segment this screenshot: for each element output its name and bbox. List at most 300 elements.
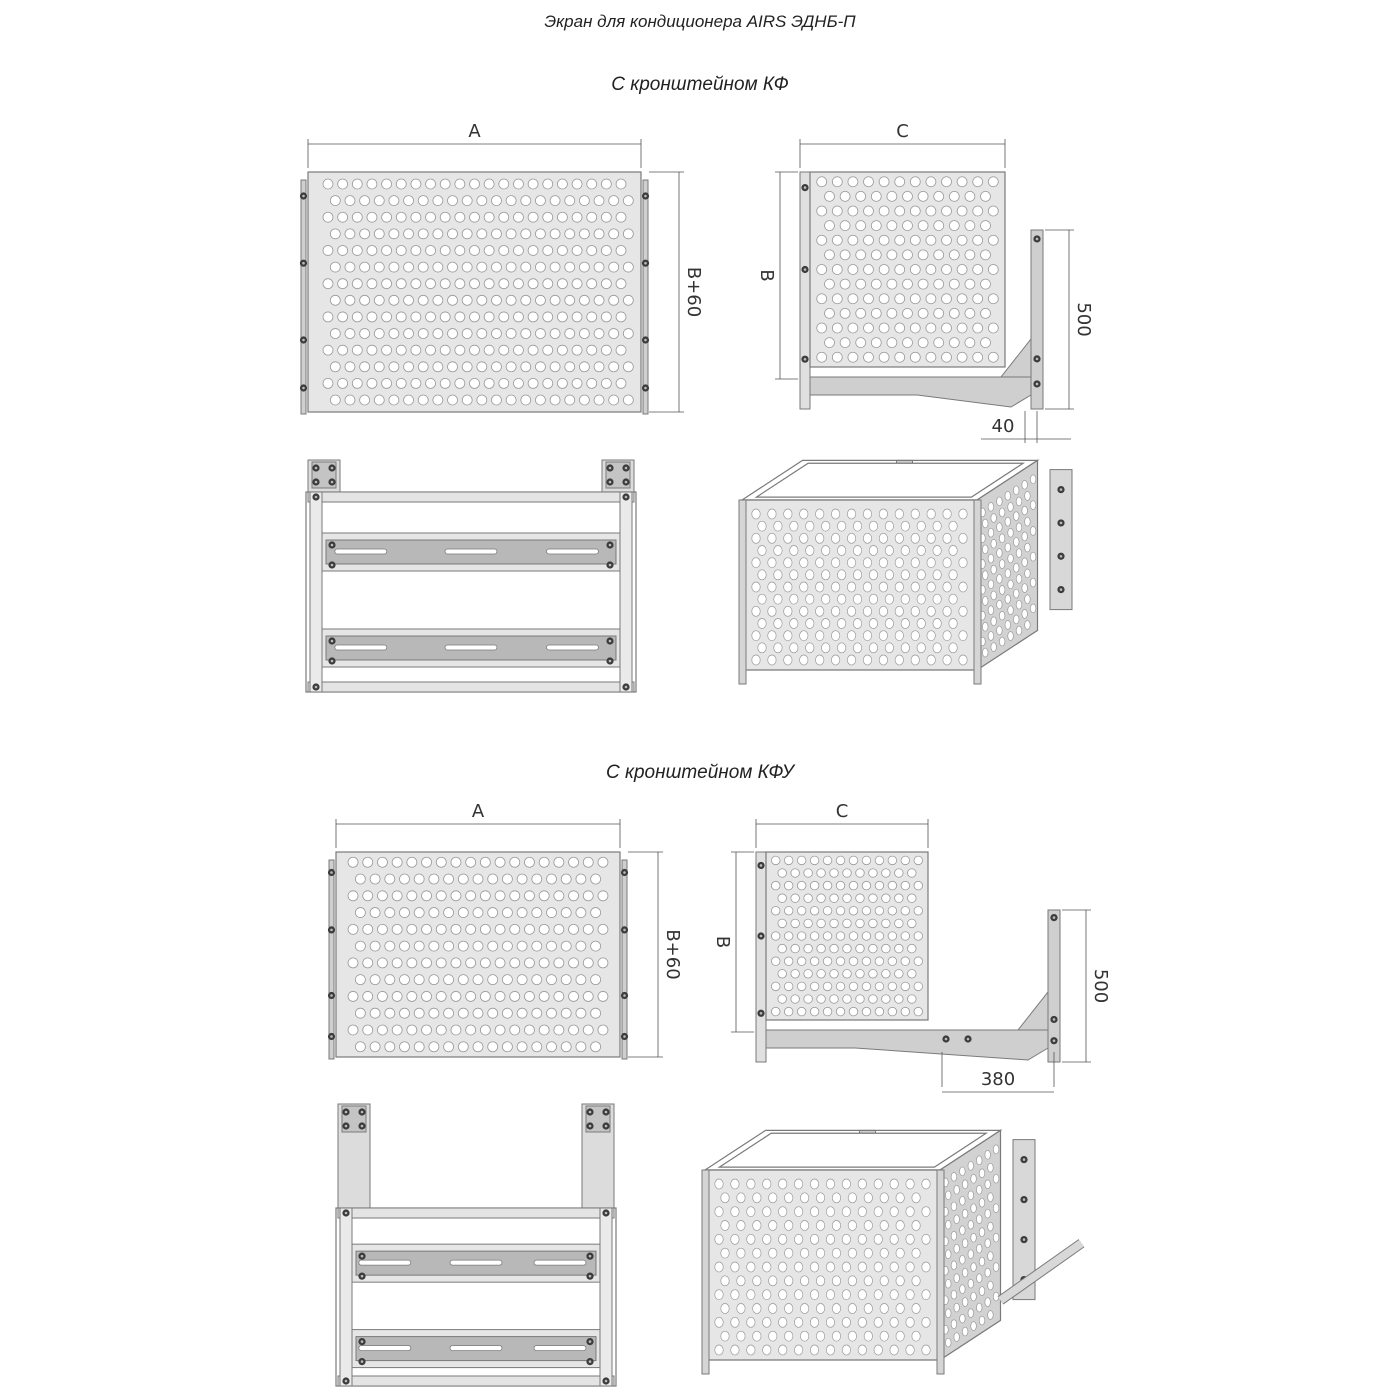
rail-slot	[359, 1260, 411, 1265]
side-view-kfu	[712, 801, 1111, 1092]
bolt-center	[1023, 1238, 1026, 1241]
perforation-hole	[864, 294, 874, 304]
frame-top-bar	[308, 492, 634, 502]
perforation-hole	[848, 352, 858, 362]
perforation-hole	[532, 975, 542, 985]
bolt-center	[589, 1255, 592, 1258]
perforation-hole	[583, 857, 593, 867]
perforation-hole	[715, 1290, 723, 1300]
perforation-hole	[800, 509, 808, 519]
rail-slot	[335, 549, 387, 554]
perforation-hole	[569, 958, 579, 968]
dimension-c	[800, 121, 1005, 168]
perforation-hole	[411, 378, 421, 388]
page-title: Экран для кондиционера AIRS ЭДНБ-П	[544, 12, 856, 31]
perforation-hole	[407, 891, 417, 901]
perforation-hole	[330, 329, 340, 339]
perforation-hole	[831, 606, 839, 616]
perforation-hole	[429, 941, 439, 951]
perforation-hole	[323, 378, 333, 388]
perforation-hole	[370, 908, 380, 918]
perforation-hole	[510, 958, 520, 968]
perforation-hole	[926, 323, 936, 333]
perforation-hole	[422, 991, 432, 1001]
perforation-hole	[810, 957, 819, 966]
perforation-hole	[1016, 523, 1022, 532]
perforation-hole	[502, 941, 512, 951]
perforation-hole	[960, 1226, 966, 1235]
perforation-hole	[927, 606, 935, 616]
perforation-hole	[594, 262, 604, 272]
perforation-hole	[959, 582, 967, 592]
perforation-hole	[890, 1207, 898, 1217]
perforation-hole	[550, 362, 560, 372]
perforation-hole	[875, 982, 884, 991]
perforation-hole	[959, 631, 967, 641]
perforation-hole	[609, 295, 619, 305]
perforation-hole	[945, 1279, 951, 1288]
section-title-kf: С кронштейном КФ	[611, 74, 789, 95]
panel-plate	[308, 172, 641, 412]
perforation-hole	[418, 395, 428, 405]
perforation-hole	[543, 312, 553, 322]
dimension-a	[336, 801, 620, 848]
perforation-hole	[436, 991, 446, 1001]
perforation-hole	[1025, 621, 1031, 630]
rail-slot	[547, 549, 599, 554]
perforation-hole	[1008, 580, 1014, 589]
perforation-hole	[414, 941, 424, 951]
perforation-hole	[926, 265, 936, 275]
perforation-hole	[414, 874, 424, 884]
perforation-hole	[864, 177, 874, 187]
perforation-hole	[863, 631, 871, 641]
perforation-hole	[768, 533, 776, 543]
perforation-hole	[404, 295, 414, 305]
perforation-hole	[848, 265, 858, 275]
perforation-hole	[999, 560, 1005, 569]
perforation-hole	[473, 941, 483, 951]
perforation-hole	[382, 378, 392, 388]
perforation-hole	[856, 308, 866, 318]
perforation-hole	[879, 177, 889, 187]
perforation-hole	[784, 509, 792, 519]
perforation-hole	[455, 345, 465, 355]
perforation-hole	[360, 295, 370, 305]
perforation-hole	[429, 975, 439, 985]
perforation-hole	[784, 631, 792, 641]
perforation-hole	[999, 586, 1005, 595]
perforation-hole	[879, 533, 887, 543]
perforation-hole	[911, 631, 919, 641]
perforation-hole	[880, 1304, 888, 1314]
perforation-hole	[370, 874, 380, 884]
perforation-hole	[338, 378, 348, 388]
perforation-hole	[985, 1209, 991, 1218]
perforation-hole	[1030, 527, 1036, 536]
perforation-hole	[418, 196, 428, 206]
perforation-hole	[951, 1261, 957, 1270]
perforation-hole	[914, 1007, 923, 1016]
perforation-hole	[942, 177, 952, 187]
perforation-hole	[484, 245, 494, 255]
perforation-hole	[576, 941, 586, 951]
perforation-hole	[753, 1331, 761, 1341]
perforation-hole	[997, 523, 1003, 532]
perforation-hole	[922, 1317, 930, 1327]
perforation-hole	[784, 1007, 793, 1016]
perforation-hole	[934, 338, 944, 348]
mounting-rail	[352, 1244, 600, 1282]
perforation-hole	[513, 212, 523, 222]
perforation-hole	[864, 1276, 872, 1286]
perforation-hole	[554, 958, 564, 968]
perforation-hole	[370, 975, 380, 985]
side-view-kf	[756, 121, 1094, 443]
perforation-hole	[418, 362, 428, 372]
perforation-hole	[842, 1290, 850, 1300]
perforation-hole	[797, 1007, 806, 1016]
perforation-hole	[933, 570, 941, 580]
perforation-hole	[491, 262, 501, 272]
perforation-hole	[794, 1262, 802, 1272]
perforation-hole	[1016, 626, 1022, 635]
perforation-hole	[539, 924, 549, 934]
perforation-hole	[330, 395, 340, 405]
perforation-hole	[565, 329, 575, 339]
perforation-hole	[863, 558, 871, 568]
perforation-hole	[477, 329, 487, 339]
perforation-hole	[576, 908, 586, 918]
perforation-hole	[797, 982, 806, 991]
bolt-center	[589, 1111, 592, 1114]
right-post	[643, 180, 648, 414]
dimension-label: 380	[980, 1069, 1016, 1090]
perforation-hole	[959, 655, 967, 665]
perforation-hole	[869, 894, 878, 903]
perforation-hole	[906, 1317, 914, 1327]
perforation-hole	[513, 345, 523, 355]
perforation-hole	[869, 521, 877, 531]
perforation-hole	[323, 245, 333, 255]
perforation-hole	[528, 312, 538, 322]
perforation-hole	[433, 229, 443, 239]
perforation-hole	[848, 1193, 856, 1203]
perforation-hole	[374, 295, 384, 305]
perforation-hole	[832, 323, 842, 333]
perforation-hole	[392, 958, 402, 968]
perforation-hole	[874, 1207, 882, 1217]
perforation-hole	[466, 1025, 476, 1035]
perforation-hole	[1016, 574, 1022, 583]
perforation-hole	[918, 221, 928, 231]
perforation-hole	[879, 265, 889, 275]
perforation-hole	[422, 958, 432, 968]
perforation-hole	[778, 1234, 786, 1244]
perforation-hole	[926, 206, 936, 216]
frame-left-bar	[310, 492, 322, 692]
perforation-hole	[513, 179, 523, 189]
perforation-hole	[774, 570, 782, 580]
perforation-hole	[988, 554, 994, 563]
perforation-hole	[389, 262, 399, 272]
perforation-hole	[862, 932, 871, 941]
perforation-hole	[901, 546, 909, 556]
perforation-hole	[547, 941, 557, 951]
dimension-label: 500	[1073, 302, 1094, 337]
perforation-hole	[348, 958, 358, 968]
perforation-hole	[455, 378, 465, 388]
perforation-hole	[470, 312, 480, 322]
perforation-hole	[942, 206, 952, 216]
perforation-hole	[535, 196, 545, 206]
perforation-hole	[960, 1196, 966, 1205]
perforation-hole	[815, 655, 823, 665]
perforation-hole	[959, 558, 967, 568]
perforation-hole	[569, 857, 579, 867]
perforation-hole	[959, 509, 967, 519]
perforation-hole	[601, 312, 611, 322]
perforation-hole	[528, 378, 538, 388]
perforation-hole	[971, 1204, 977, 1213]
bolt-center	[330, 1035, 333, 1038]
perforation-hole	[962, 1180, 968, 1189]
perforation-hole	[758, 570, 766, 580]
perforation-hole	[806, 643, 814, 653]
perforation-hole	[458, 874, 468, 884]
perforation-hole	[455, 312, 465, 322]
bolt-center	[1060, 522, 1063, 525]
perforation-hole	[576, 1008, 586, 1018]
perforation-hole	[480, 891, 490, 901]
perforation-hole	[352, 378, 362, 388]
perforation-hole	[927, 558, 935, 568]
perforation-hole	[901, 594, 909, 604]
perforation-hole	[1008, 554, 1014, 563]
perforation-hole	[778, 995, 787, 1004]
bolt-center	[605, 1380, 608, 1383]
perforation-hole	[524, 958, 534, 968]
perforation-hole	[882, 995, 891, 1004]
perforation-hole	[901, 982, 910, 991]
perforation-hole	[826, 1207, 834, 1217]
perforation-hole	[882, 944, 891, 953]
perforation-hole	[715, 1207, 723, 1217]
perforation-hole	[949, 191, 959, 201]
perforation-hole	[784, 533, 792, 543]
perforation-hole	[462, 395, 472, 405]
perforation-hole	[429, 1008, 439, 1018]
perforation-hole	[800, 1276, 808, 1286]
perforation-hole	[784, 558, 792, 568]
perforation-hole	[933, 619, 941, 629]
perforation-hole	[499, 378, 509, 388]
perforation-hole	[988, 352, 998, 362]
perforation-hole	[962, 1209, 968, 1218]
perforation-hole	[737, 1331, 745, 1341]
perforation-hole	[345, 229, 355, 239]
bolt-center	[589, 1125, 592, 1128]
perforation-hole	[737, 1193, 745, 1203]
perforation-hole	[906, 1262, 914, 1272]
perforation-hole	[985, 1268, 991, 1277]
perforation-hole	[370, 1042, 380, 1052]
perforation-hole	[535, 295, 545, 305]
perforation-hole	[598, 991, 608, 1001]
perforation-hole	[594, 295, 604, 305]
perforation-hole	[882, 919, 891, 928]
perforation-hole	[462, 329, 472, 339]
perforation-hole	[731, 1179, 739, 1189]
perforation-hole	[849, 856, 858, 865]
perforation-hole	[771, 1007, 780, 1016]
perforation-hole	[879, 294, 889, 304]
perforation-hole	[451, 1025, 461, 1035]
bolt-center	[345, 1212, 348, 1215]
frame-bottom-bar	[338, 1376, 614, 1386]
perforation-hole	[858, 1234, 866, 1244]
perforation-hole	[979, 1257, 985, 1266]
perforation-hole	[840, 191, 850, 201]
perforation-hole	[895, 582, 903, 592]
perforation-hole	[769, 1276, 777, 1286]
perforation-hole	[352, 212, 362, 222]
perforation-hole	[418, 262, 428, 272]
perforation-hole	[817, 323, 827, 333]
dimension-label: B+60	[683, 266, 704, 318]
perforation-hole	[360, 262, 370, 272]
perforation-hole	[1022, 584, 1028, 593]
perforation-hole	[906, 1345, 914, 1355]
perforation-hole	[927, 509, 935, 519]
perforation-hole	[957, 294, 967, 304]
perforation-hole	[1005, 517, 1011, 526]
perforation-hole	[918, 250, 928, 260]
perforation-hole	[849, 907, 858, 916]
perforation-hole	[856, 970, 865, 979]
perforation-hole	[539, 991, 549, 1001]
perforation-hole	[338, 279, 348, 289]
perforation-hole	[484, 179, 494, 189]
perforation-hole	[495, 991, 505, 1001]
perforation-hole	[609, 196, 619, 206]
perforation-hole	[484, 212, 494, 222]
perforation-hole	[763, 1207, 771, 1217]
perforation-hole	[532, 941, 542, 951]
perforation-hole	[451, 891, 461, 901]
perforation-hole	[355, 1042, 365, 1052]
perforation-hole	[910, 323, 920, 333]
perforation-hole	[934, 308, 944, 318]
perforation-hole	[848, 1276, 856, 1286]
perforation-hole	[345, 362, 355, 372]
perforation-hole	[470, 245, 480, 255]
perforation-hole	[991, 591, 997, 600]
perforation-hole	[572, 312, 582, 322]
perforation-hole	[370, 1008, 380, 1018]
perforation-hole	[856, 869, 865, 878]
perforation-hole	[988, 580, 994, 589]
perforation-hole	[874, 1345, 882, 1355]
perforation-hole	[858, 1207, 866, 1217]
perforation-hole	[591, 1042, 601, 1052]
perforation-hole	[455, 245, 465, 255]
perforation-hole	[830, 894, 839, 903]
perforation-hole	[433, 262, 443, 272]
perforation-hole	[404, 395, 414, 405]
perforation-hole	[853, 643, 861, 653]
perforation-hole	[763, 1234, 771, 1244]
perforation-hole	[895, 533, 903, 543]
perforation-hole	[882, 970, 891, 979]
perforation-hole	[543, 212, 553, 222]
perforation-hole	[1016, 600, 1022, 609]
perforation-hole	[933, 643, 941, 653]
perforation-hole	[747, 1290, 755, 1300]
perforation-hole	[837, 643, 845, 653]
perforation-hole	[721, 1331, 729, 1341]
perforation-hole	[484, 345, 494, 355]
perforation-hole	[470, 212, 480, 222]
perforation-hole	[404, 362, 414, 372]
bolt-center	[361, 1111, 364, 1114]
perforation-hole	[778, 1207, 786, 1217]
perforation-hole	[382, 245, 392, 255]
perforation-hole	[763, 1317, 771, 1327]
perforation-hole	[426, 279, 436, 289]
perforation-hole	[721, 1248, 729, 1258]
left-post	[301, 180, 306, 414]
perforation-hole	[778, 1179, 786, 1189]
perforation-hole	[979, 1228, 985, 1237]
perforation-hole	[934, 250, 944, 260]
perforation-hole	[784, 957, 793, 966]
perforation-hole	[473, 1008, 483, 1018]
perforation-hole	[466, 857, 476, 867]
perforation-hole	[488, 941, 498, 951]
perforation-hole	[348, 924, 358, 934]
perforation-hole	[837, 570, 845, 580]
rail-slot	[445, 549, 497, 554]
perforation-hole	[510, 991, 520, 1001]
corner-post	[974, 500, 981, 684]
perforation-hole	[715, 1262, 723, 1272]
perforation-hole	[554, 924, 564, 934]
perforation-hole	[399, 941, 409, 951]
perforation-hole	[976, 1215, 982, 1224]
perforation-hole	[360, 329, 370, 339]
perforation-hole	[810, 1207, 818, 1217]
perforation-hole	[367, 312, 377, 322]
perforation-hole	[784, 881, 793, 890]
perforation-hole	[879, 323, 889, 333]
perforation-hole	[880, 1276, 888, 1286]
perforation-hole	[323, 179, 333, 189]
perforation-hole	[971, 1322, 977, 1331]
perforation-hole	[579, 395, 589, 405]
perforation-hole	[831, 631, 839, 641]
perforation-hole	[908, 894, 917, 903]
perforation-hole	[422, 1025, 432, 1035]
perforation-hole	[752, 509, 760, 519]
perforation-hole	[499, 179, 509, 189]
perforation-hole	[601, 179, 611, 189]
perforation-hole	[817, 919, 826, 928]
perforation-hole	[488, 1042, 498, 1052]
perforation-hole	[821, 546, 829, 556]
perforation-hole	[477, 196, 487, 206]
perforation-hole	[591, 1008, 601, 1018]
